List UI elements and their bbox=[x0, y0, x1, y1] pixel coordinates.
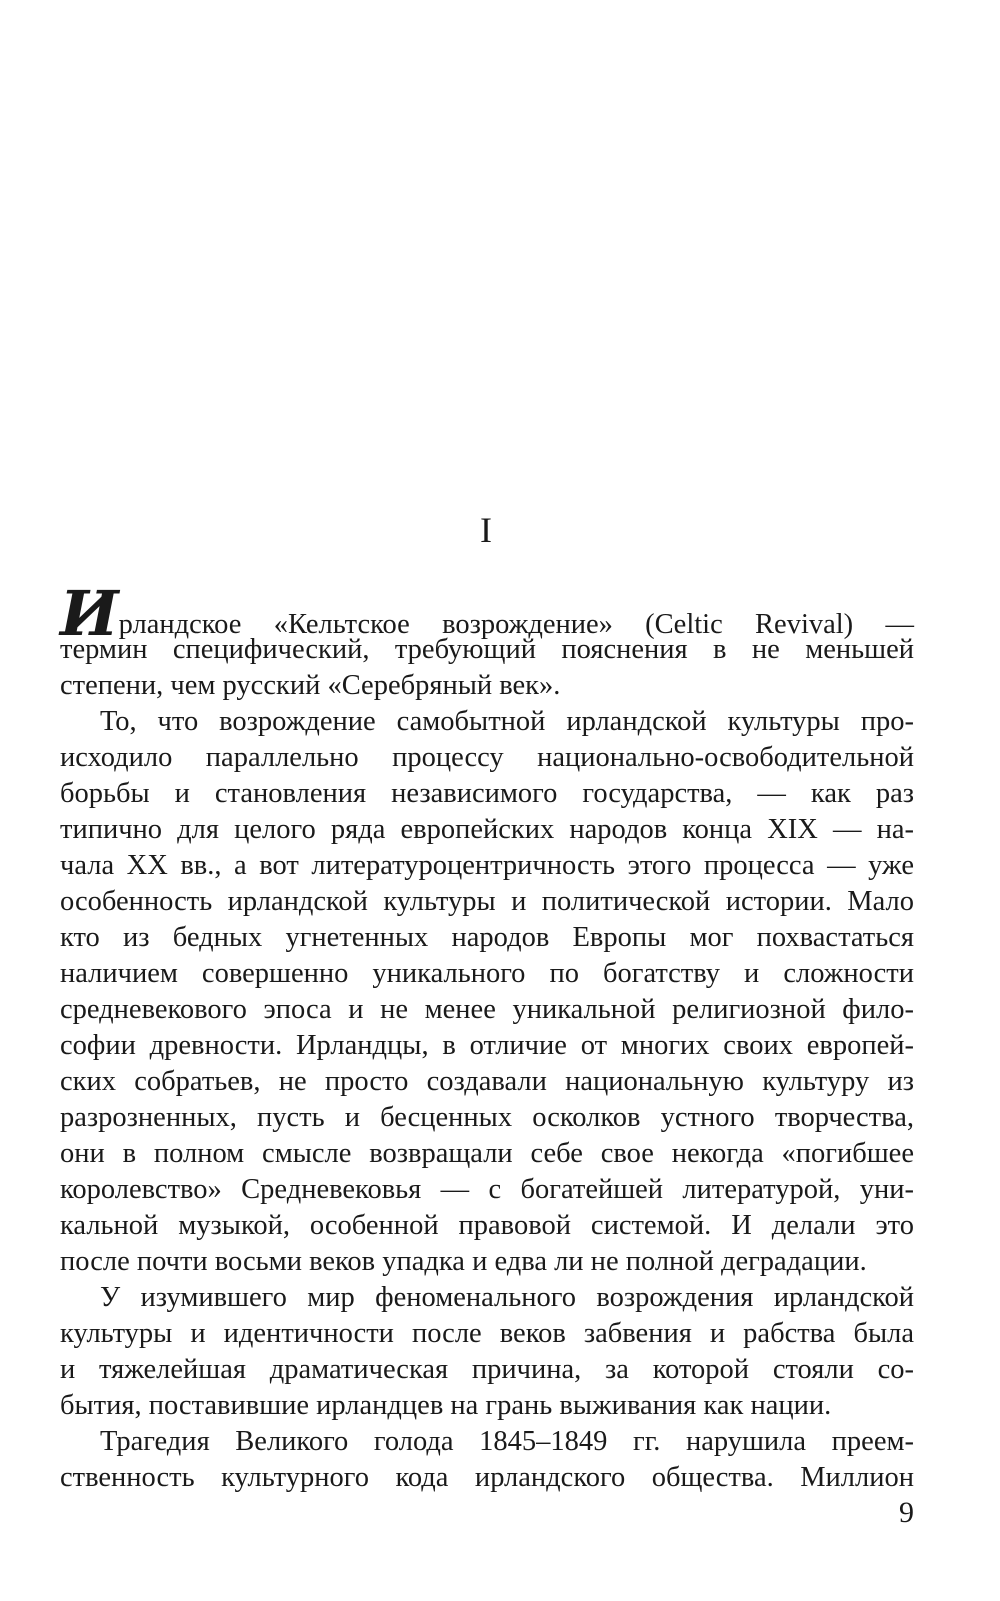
text-line: средневекового эпоса и не менее уникальной религиозной фило- bbox=[60, 994, 914, 1025]
text-line: разрозненных, пусть и бесценных осколков устного творчества, bbox=[60, 1102, 914, 1133]
text-line: борьбы и становления независимого государства, — как раз bbox=[60, 778, 914, 809]
text-line: королевство» Средневековья — с богатейшей литературой, уни- bbox=[60, 1174, 914, 1205]
text-line: ственность культурного кода ирландского общества. Миллион bbox=[60, 1462, 914, 1493]
text-line: У изумившего мир феноменального возрождения ирландской bbox=[100, 1282, 914, 1313]
text-line: кто из бедных угнетенных народов Европы мог похвастаться bbox=[60, 922, 914, 953]
text-line: То, что возрождение самобытной ирландской культуры про- bbox=[100, 706, 914, 737]
text-line: термин специфический, требующий пояснения в не меньшей bbox=[60, 634, 914, 665]
page-number: 9 bbox=[899, 1496, 914, 1529]
text-line: наличием совершенно уникального по богатству и сложности bbox=[60, 958, 914, 989]
drop-cap: И bbox=[60, 577, 117, 650]
text-line: после почти восьми веков упадка и едва ли не полной деградации. bbox=[60, 1246, 867, 1277]
text-line: культуры и идентичности после веков забвения и рабства была bbox=[60, 1318, 914, 1349]
chapter-number: I bbox=[480, 510, 492, 550]
paragraph bbox=[60, 1280, 914, 1424]
paragraph bbox=[60, 577, 914, 704]
text-line: ских собратьев, не просто создавали национальную культуру из bbox=[60, 1066, 914, 1097]
text-line: бытия, поставившие ирландцев на грань выживания как нации. bbox=[60, 1390, 832, 1421]
text-line: особенность ирландской культуры и политической истории. Мало bbox=[60, 886, 914, 917]
paragraph bbox=[60, 704, 914, 1280]
text-line: исходило параллельно процессу национально-освободительной bbox=[60, 742, 914, 773]
text-line: чала XX вв., а вот литературоцентричность этого процесса — уже bbox=[60, 850, 914, 881]
body-text bbox=[60, 577, 914, 1496]
text-line: Ирландское «Кельтское возрождение» (Celtic Revival) — bbox=[60, 577, 914, 650]
text-line: они в полном смысле возвращали себе свое некогда «погибшее bbox=[60, 1138, 914, 1169]
text-line: типично для целого ряда европейских народов конца XIX — на- bbox=[60, 814, 914, 845]
text-line: степени, чем русский «Серебряный век». bbox=[60, 670, 561, 701]
text-line: Трагедия Великого голода 1845–1849 гг. нарушила преем- bbox=[100, 1426, 914, 1457]
paragraph bbox=[60, 1424, 914, 1496]
text-line: софии древности. Ирландцы, в отличие от многих своих европей- bbox=[60, 1030, 914, 1061]
text-line: кальной музыкой, особенной правовой системой. И делали это bbox=[60, 1210, 914, 1241]
text-line: и тяжелейшая драматическая причина, за которой стояли со- bbox=[60, 1354, 914, 1385]
